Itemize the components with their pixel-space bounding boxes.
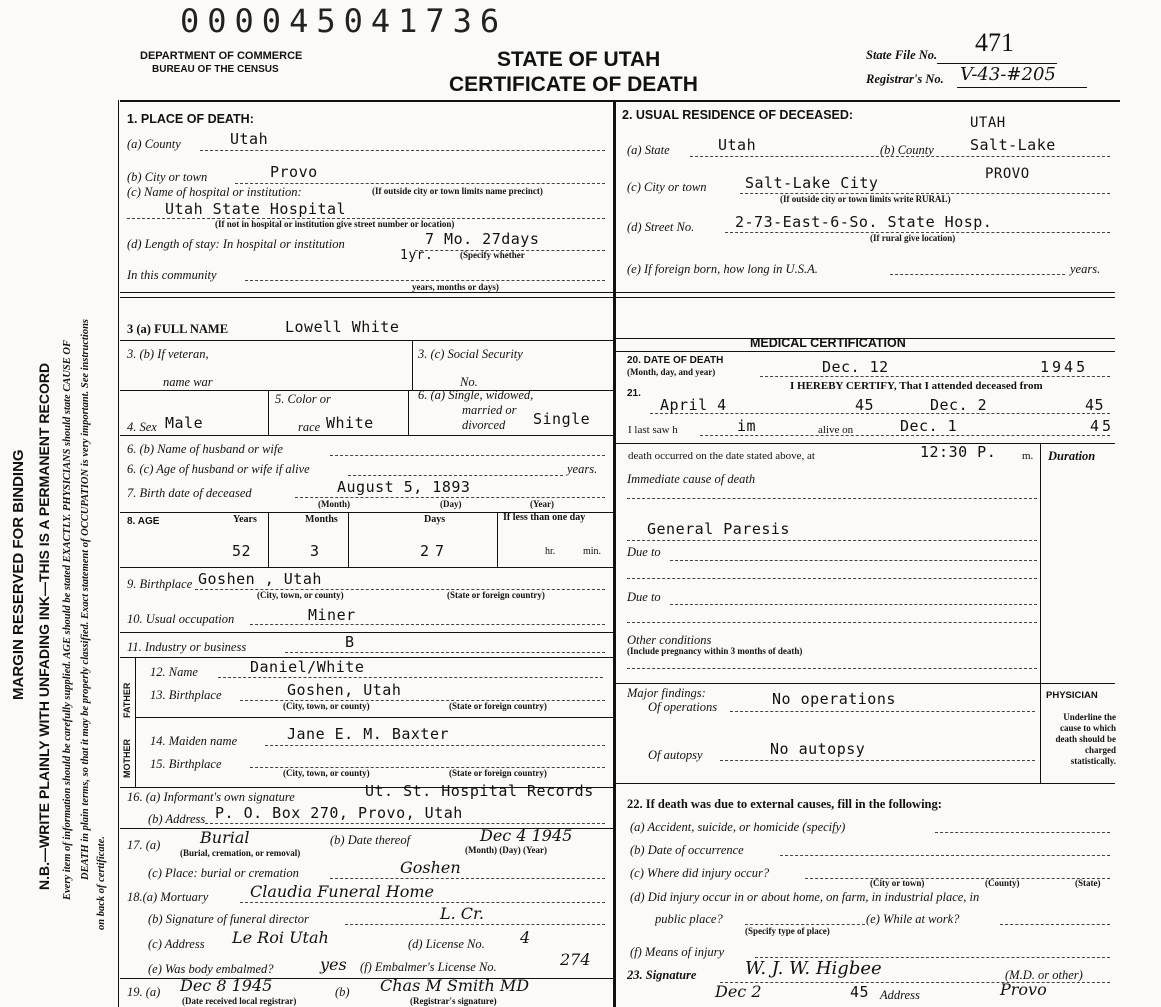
full-name-label: 3 (a) FULL NAME <box>127 322 229 336</box>
mother-name-label: 14. Maiden name <box>150 734 238 748</box>
death-time: 12:30 P. <box>920 443 997 461</box>
father-city-note: (City, town, or county) <box>283 701 370 711</box>
residence-street-label: (d) Street No. <box>627 220 695 234</box>
place-type-note: (Specify type of place) <box>745 926 830 936</box>
physician-label: PHYSICIAN <box>1046 690 1098 701</box>
burial-place-value: Goshen <box>400 858 461 877</box>
father-birth-label: 13. Birthplace <box>150 688 222 702</box>
embalmer-label: (f) Embalmer's License No. <box>360 960 497 974</box>
residence-street-value: 2-73-East-6-So. State Hosp. <box>735 213 993 231</box>
informant-address-value: P. O. Box 270, Provo, Utah <box>215 804 463 822</box>
where-city-note: (City or town) <box>870 878 925 888</box>
where-county-note: (County) <box>985 878 1020 888</box>
burial-date-note: (Month) (Day) (Year) <box>465 845 547 855</box>
war-label: name war <box>163 375 213 389</box>
informant-value: Ut. St. Hospital Records <box>365 782 594 800</box>
county-value: Utah <box>230 130 269 148</box>
marital-label-2: married or <box>462 403 517 417</box>
hospital-label: (c) Name of hospital or institution: <box>127 185 302 199</box>
rural-note: (If rural give location) <box>870 233 956 243</box>
father-name-value: Daniel/White <box>250 658 365 676</box>
birth-day-note: (Day) <box>440 499 462 509</box>
item-21: 21. <box>627 388 641 399</box>
external-label: 22. If death was due to external causes, fill in the following: <box>627 797 942 811</box>
work-label: (e) While at work? <box>866 912 960 926</box>
burial-place-label: (c) Place: burial or cremation <box>148 866 299 880</box>
age-months-value: 3 <box>310 542 320 560</box>
father-tag: FATHER <box>122 682 132 718</box>
dept-line2: BUREAU OF THE CENSUS <box>152 64 279 75</box>
last-saw-him: im <box>737 417 757 435</box>
certificate-title: CERTIFICATE OF DEATH <box>449 73 698 96</box>
occurrence-label: (b) Date of occurrence <box>630 843 744 857</box>
attended-to: Dec. 2 <box>930 396 988 414</box>
due-to-1: Due to <box>627 545 661 559</box>
immediate-cause-label: Immediate cause of death <box>627 472 756 486</box>
serial-number: 000045041736 <box>180 2 508 40</box>
foreign-label: (e) If foreign born, how long in U.S.A. <box>627 262 818 276</box>
stay-value: 7 Mo. 27days <box>425 230 540 248</box>
public-place-label: public place? <box>655 912 723 926</box>
medical-heading: MEDICAL CERTIFICATION <box>750 336 906 350</box>
director-label: (b) Signature of funeral director <box>148 912 309 926</box>
mother-state-note: (State or foreign country) <box>449 768 547 778</box>
spouse-years: years. <box>567 462 598 476</box>
race-value: White <box>326 414 374 432</box>
license-label: (d) License No. <box>408 937 485 951</box>
alive-date: Dec. 1 <box>900 417 958 435</box>
mother-tag: MOTHER <box>122 739 132 778</box>
burial-method: Burial <box>200 828 250 847</box>
father-state-note: (State or foreign country) <box>449 701 547 711</box>
sex-label: 4. Sex <box>127 420 157 434</box>
mother-city-note: (City, town, or county) <box>283 768 370 778</box>
burial-date-value: Dec 4 1945 <box>480 826 573 845</box>
where-label: (c) Where did injury occur? <box>630 866 770 880</box>
sex-value: Male <box>165 414 204 432</box>
age-years-label: Years <box>233 514 257 525</box>
community-label: In this community <box>127 268 217 282</box>
spouse-label: 6. (b) Name of husband or wife <box>127 442 283 456</box>
industry-label: 11. Industry or business <box>127 640 247 654</box>
duration-label: Duration <box>1048 449 1096 463</box>
registrar-sig-note: (Registrar's signature) <box>410 996 497 1006</box>
age-hr: hr. <box>545 546 556 557</box>
death-time-m: m. <box>1022 450 1034 462</box>
ss-no-label: No. <box>460 375 478 389</box>
residence-label: 2. USUAL RESIDENCE OF DECEASED: <box>622 108 854 122</box>
attended-from: April 4 <box>660 396 727 414</box>
marital-label-1: 6. (a) Single, widowed, <box>418 388 534 402</box>
embalmed-label: (e) Was body embalmed? <box>148 962 274 976</box>
physician-signature: W. J. W. Higbee <box>745 958 882 979</box>
specify-note: (Specify whether <box>460 250 525 260</box>
embalmed-value: yes <box>320 955 347 974</box>
registrar-signature: Chas M Smith MD <box>380 976 530 995</box>
mother-birth-label: 15. Birthplace <box>150 757 222 771</box>
autopsy-label: Of autopsy <box>648 748 703 762</box>
mortuary-value: Claudia Funeral Home <box>250 882 434 901</box>
margin-instructions-2: DEATH in plain terms, so that it may be properly classified. Exact statement of OCCUPATION is very important. See instructions <box>80 319 91 880</box>
death-date-label: 20. DATE OF DEATH <box>627 355 724 366</box>
certify-text: I HEREBY CERTIFY, That I attended deceased from <box>790 380 1043 392</box>
due-to-2: Due to <box>627 590 661 604</box>
age-less-label: If less than one day <box>503 512 586 523</box>
color-label: 5. Color or <box>275 392 331 406</box>
mortuary-label: 18.(a) Mortuary <box>127 890 209 904</box>
director-value: L. Cr. <box>440 904 485 923</box>
accident-label: (a) Accident, suicide, or homicide (specify) <box>630 820 846 834</box>
registrar-sig-label: (b) <box>335 985 350 999</box>
street-note: (If not in hospital or institution give street number or location) <box>215 219 455 229</box>
state-file-label: State File No. <box>866 48 938 62</box>
age-label: 8. AGE <box>127 516 160 527</box>
veteran-label: 3. (b) If veteran, <box>127 347 209 361</box>
birth-month-note: (Month) <box>318 499 350 509</box>
birth-date-label: 7. Birth date of deceased <box>127 486 252 500</box>
burial-label: 17. (a) <box>127 838 161 852</box>
margin-binding-text: MARGIN RESERVED FOR BINDING <box>10 449 27 700</box>
state-title: STATE OF UTAH <box>497 48 661 71</box>
attended-to-year: 45 <box>1085 396 1105 414</box>
birthplace-city-note: (City, town, or county) <box>257 590 344 600</box>
occurred-label: death occurred on the date stated above, at <box>628 450 815 462</box>
attended-from-year: 45 <box>855 396 875 414</box>
years-note: years, months or days) <box>412 282 499 292</box>
hospital-value: Utah State Hospital <box>165 200 347 218</box>
occupation-value: Miner <box>308 606 356 624</box>
residence-state-label: (a) State <box>627 143 670 157</box>
birthplace-label: 9. Birthplace <box>127 577 193 591</box>
county-label: (a) County <box>127 137 181 151</box>
marital-label-3: divorced <box>462 418 506 432</box>
birth-date-value: August 5, 1893 <box>337 478 471 496</box>
birth-year-note: (Year) <box>530 499 554 509</box>
industry-value: B <box>345 633 355 651</box>
home-label: (d) Did injury occur in or about home, on farm, in industrial place, in <box>630 890 980 904</box>
md-label: (M.D. or other) <box>1005 968 1083 982</box>
residence-state-value: Utah <box>718 136 757 154</box>
dept-line1: DEPARTMENT OF COMMERCE <box>140 50 303 62</box>
informant-label: 16. (a) Informant's own signature <box>127 790 295 804</box>
signature-address-label: Address <box>880 988 920 1002</box>
registrar-number: V-43-#205 <box>960 64 1056 85</box>
father-name-label: 12. Name <box>150 665 198 679</box>
embalmer-value: 274 <box>560 950 591 969</box>
birthplace-value: Goshen , Utah <box>198 570 322 588</box>
underline-note: Underline the cause to which death should be charged statistically. <box>1055 712 1116 766</box>
burial-method-note: (Burial, cremation, or removal) <box>180 848 301 858</box>
filed-date: Dec 8 1945 <box>180 976 273 995</box>
residence-county-label: (b) County <box>880 143 934 157</box>
hospital-note: (If outside city or town limits name precinct) <box>372 186 543 196</box>
mother-name-value: Jane E. M. Baxter <box>287 725 450 743</box>
ss-label: 3. (c) Social Security <box>418 347 523 361</box>
filed-note: (Date received local registrar) <box>182 996 297 1006</box>
age-days-value: 27 <box>420 542 451 560</box>
age-months-label: Months <box>305 514 338 525</box>
where-state-note: (State) <box>1075 878 1101 888</box>
signature-year: 45 <box>850 983 870 1001</box>
immediate-cause-value: General Paresis <box>647 520 790 538</box>
marital-value: Single <box>533 410 591 428</box>
residence-city-caps: PROVO <box>985 166 1030 182</box>
license-value: 4 <box>520 928 531 947</box>
spouse-age-label: 6. (c) Age of husband or wife if alive <box>127 462 310 476</box>
signature-date: Dec 2 <box>715 982 762 1001</box>
margin-instructions-3: on back of certificate. <box>96 836 107 930</box>
occupation-label: 10. Usual occupation <box>127 612 235 626</box>
alive-on-label: alive on <box>818 424 854 436</box>
city-label: (b) City or town <box>127 170 208 184</box>
stay-label: (d) Length of stay: In hospital or institution <box>127 237 345 251</box>
registrar-label: Registrar's No. <box>866 72 944 86</box>
margin-instructions-1: Every item of information should be carefully supplied. AGE should be stated EXACTLY. PHYSICIANS should state CAUSE OF <box>62 340 73 900</box>
operations-label: Of operations <box>648 700 718 714</box>
age-years-value: 52 <box>232 542 252 560</box>
burial-address-value: Le Roi Utah <box>232 928 329 947</box>
place-of-death-label: 1. PLACE OF DEATH: <box>127 112 254 126</box>
age-days-label: Days <box>424 514 446 525</box>
residence-city-note: (If outside city or town limits write RURAL) <box>780 194 951 204</box>
major-findings-label: Major findings: <box>627 686 706 700</box>
signature-label: 23. Signature <box>627 968 697 982</box>
race-label: race <box>298 420 321 434</box>
signature-address-value: Provo <box>1000 980 1047 999</box>
means-label: (f) Means of injury <box>630 945 725 959</box>
death-date-value: Dec. 12 <box>822 358 889 376</box>
alive-year: 45 <box>1090 417 1115 435</box>
city-value: Provo <box>270 163 318 181</box>
filed-label: 19. (a) <box>127 985 161 999</box>
residence-state-caps: UTAH <box>970 115 1006 131</box>
burial-date-label: (b) Date thereof <box>330 833 411 847</box>
residence-city-label: (c) City or town <box>627 180 707 194</box>
birthplace-state-note: (State or foreign country) <box>447 590 545 600</box>
informant-address-label: (b) Address <box>148 812 206 826</box>
operations-value: No operations <box>772 690 896 708</box>
margin-ink-text: N.B.—WRITE PLAINLY WITH UNFADING INK—THIS IS A PERMANENT RECORD <box>36 362 52 890</box>
burial-address-label: (c) Address <box>148 937 205 951</box>
other-conditions-note: (Include pregnancy within 3 months of death) <box>627 646 803 656</box>
last-saw-label: I last saw h <box>628 424 678 436</box>
age-min: min. <box>583 546 602 557</box>
residence-county-value: Salt-Lake <box>970 136 1056 154</box>
autopsy-value: No autopsy <box>770 740 866 758</box>
residence-city-value: Salt-Lake City <box>745 174 879 192</box>
father-birth-value: Goshen, Utah <box>287 681 402 699</box>
foreign-years: years. <box>1070 262 1101 276</box>
community-value: 1yr. <box>400 248 434 263</box>
death-date-note: (Month, day, and year) <box>627 367 716 377</box>
state-file-number: 471 <box>975 28 1014 57</box>
other-conditions-label: Other conditions <box>627 633 712 647</box>
death-year-value: 1945 <box>1040 358 1089 376</box>
full-name-value: Lowell White <box>285 318 400 336</box>
